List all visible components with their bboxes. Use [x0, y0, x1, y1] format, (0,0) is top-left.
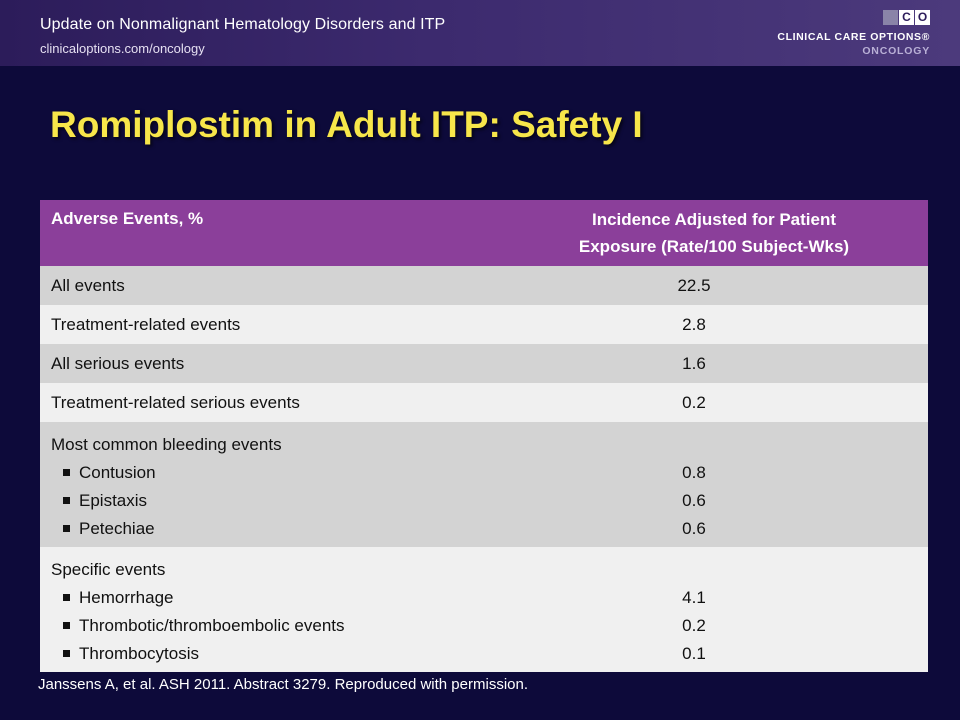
- group-item-label: Contusion: [79, 463, 156, 482]
- row-value: 1.6: [682, 353, 706, 373]
- group-heading-spacer: [500, 556, 888, 584]
- row-label: Treatment-related serious events: [51, 392, 300, 412]
- square-bullet-icon: [63, 497, 70, 504]
- square-bullet-icon: [63, 650, 70, 657]
- group-item-label: Epistaxis: [79, 491, 148, 510]
- table-header: [40, 200, 928, 266]
- logo-box-2: C: [899, 10, 914, 25]
- website-url: clinicaloptions.com/oncology: [40, 41, 205, 56]
- group-item-value: 0.6: [682, 519, 706, 538]
- square-bullet-icon: [63, 594, 70, 601]
- logo-brand-text: CLINICAL CARE OPTIONS®: [777, 31, 930, 43]
- header-bar: [0, 0, 960, 66]
- column-header-incidence: [500, 200, 928, 266]
- column-header-adverse-events: Adverse Events, %: [51, 209, 204, 228]
- column-header-incidence-line1: Incidence Adjusted for Patient: [591, 210, 837, 229]
- row-label: All events: [51, 275, 125, 295]
- group-item-value: 0.6: [682, 491, 706, 510]
- logo-mark: [882, 10, 930, 25]
- row-value: 0.2: [682, 392, 706, 412]
- group-item-label: Thrombocytosis: [79, 644, 199, 663]
- group-item-label: Petechiae: [79, 519, 155, 538]
- square-bullet-icon: [63, 622, 70, 629]
- group-item-value: 0.8: [682, 463, 706, 482]
- group-item: [51, 515, 500, 543]
- group-heading: Specific events: [51, 560, 166, 579]
- logo-box-1: C: [883, 10, 898, 25]
- table-row-group-specific: [40, 547, 928, 672]
- group-values: [500, 422, 928, 547]
- table-row: [40, 305, 928, 344]
- citation-footnote: Janssens A, et al. ASH 2011. Abstract 3279. Reproduced with permission.: [38, 676, 528, 693]
- table-row: [40, 383, 928, 422]
- table-row: [40, 344, 928, 383]
- square-bullet-icon: [63, 525, 70, 532]
- group-heading-spacer: [500, 431, 888, 459]
- column-header-incidence-line2: Exposure (Rate/100 Subject-Wks): [578, 237, 850, 256]
- slide-title: Romiplostim in Adult ITP: Safety I: [50, 104, 643, 145]
- adverse-events-table: [40, 200, 928, 672]
- group-item-value: 4.1: [682, 588, 706, 607]
- table-row-group-bleeding: [40, 422, 928, 547]
- row-label: Treatment-related events: [51, 314, 241, 334]
- row-value: 2.8: [682, 314, 706, 334]
- group-item-label: Thrombotic/thromboembolic events: [79, 616, 345, 635]
- group-item-value: 0.1: [682, 644, 706, 663]
- group-item: [51, 459, 500, 487]
- group-labels: [40, 422, 500, 547]
- group-item: [51, 487, 500, 515]
- group-item-value: 0.2: [682, 616, 706, 635]
- table-row: [40, 266, 928, 305]
- presentation-title: Update on Nonmalignant Hematology Disorders and ITP: [40, 16, 446, 33]
- row-label: All serious events: [51, 353, 185, 373]
- group-item-label: Hemorrhage: [79, 588, 174, 607]
- row-value: 22.5: [677, 275, 711, 295]
- logo-box-3: O: [915, 10, 930, 25]
- clinical-care-options-logo: [750, 10, 930, 60]
- group-item: [51, 640, 500, 668]
- square-bullet-icon: [63, 469, 70, 476]
- group-labels: [40, 547, 500, 672]
- group-item: [51, 612, 500, 640]
- group-item: [51, 584, 500, 612]
- group-heading: Most common bleeding events: [51, 435, 282, 454]
- logo-division-text: ONCOLOGY: [862, 45, 930, 57]
- group-values: [500, 547, 928, 672]
